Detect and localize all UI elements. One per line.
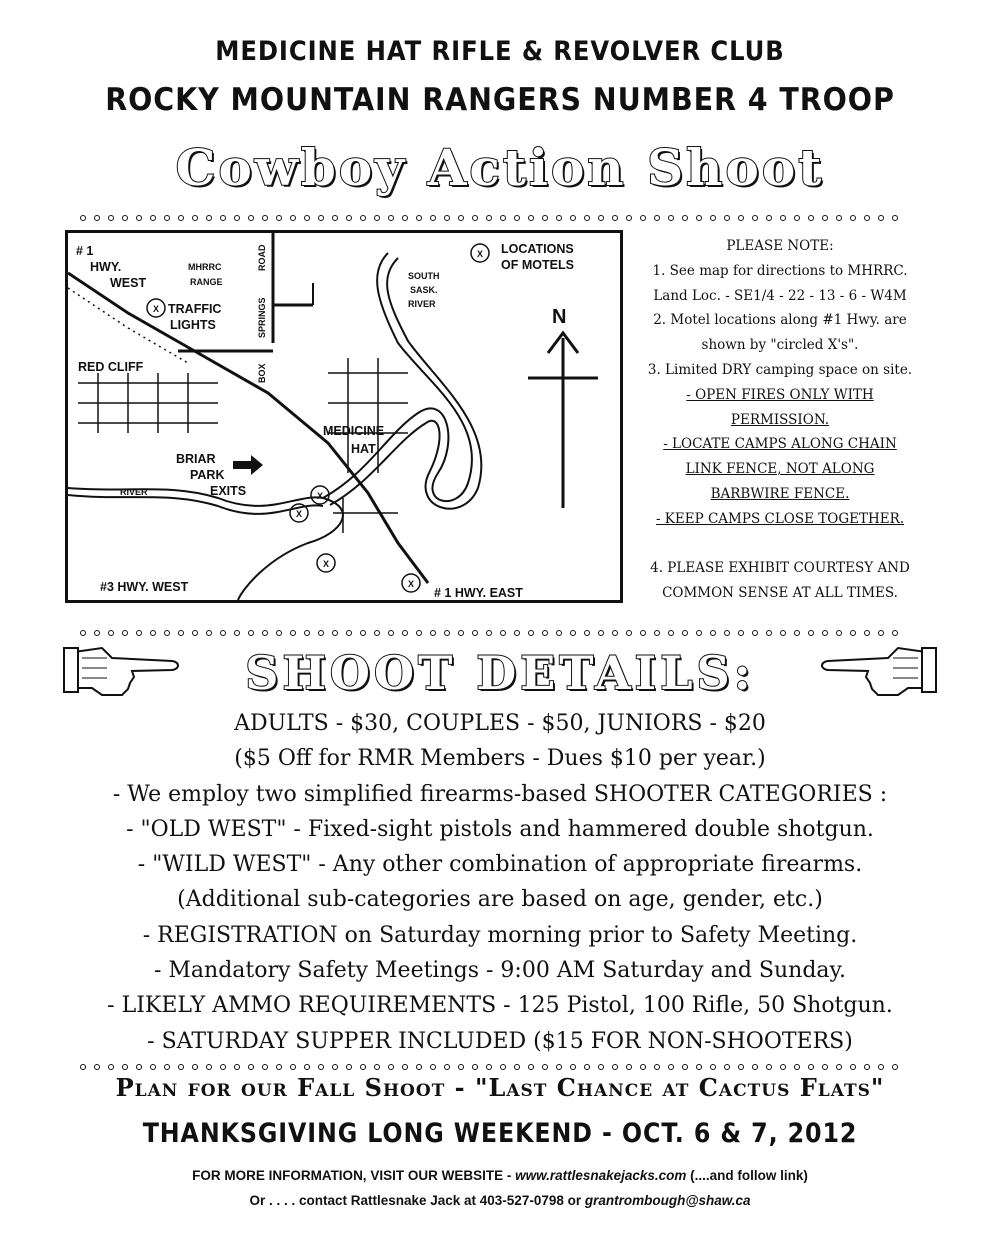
divider-dot <box>794 215 800 221</box>
divider-dot <box>332 1064 338 1070</box>
map-label-hwy3-west: #3 HWY. WEST <box>100 580 189 594</box>
detail-line: ($5 Off for RMR Members - Dues $10 per year.) <box>234 746 766 772</box>
divider-dot <box>206 630 212 636</box>
divider-dot <box>402 215 408 221</box>
detail-line: ADULTS - $30, COUPLES - $50, JUNIORS - $20 <box>234 711 766 736</box>
divider-dot <box>542 1064 548 1070</box>
please-note-panel <box>635 234 925 606</box>
note-1b: Land Loc. - SE1/4 - 22 - 13 - 6 - W4M <box>653 287 907 304</box>
divider-dot <box>80 215 86 221</box>
divider-dot <box>570 630 576 636</box>
divider-dot <box>598 1064 604 1070</box>
divider-dot <box>878 1064 884 1070</box>
svg-text:X: X <box>476 249 484 259</box>
divider-dot <box>430 215 436 221</box>
note-3b1: - LOCATE CAMPS ALONG CHAIN <box>663 436 897 453</box>
detail-line: - LIKELY AMMO REQUIREMENTS - 125 Pistol, 100 Rifle, 50 Shotgun. <box>107 993 893 1019</box>
divider-dot <box>262 630 268 636</box>
divider-dot <box>640 215 646 221</box>
note-2b: shown by "circled X's". <box>701 337 859 354</box>
website-link[interactable]: www.rattlesnakejacks.com <box>515 1168 687 1183</box>
map-label-springs: SPRINGS <box>257 297 267 338</box>
svg-text:X: X <box>407 579 415 589</box>
divider-dot <box>122 1064 128 1070</box>
divider-dot <box>626 215 632 221</box>
divider-dot <box>640 1064 646 1070</box>
divider-dot <box>654 1064 660 1070</box>
divider-dot <box>794 630 800 636</box>
divider-dot <box>388 215 394 221</box>
map-label-river-3: RIVER <box>408 299 436 309</box>
divider-dot <box>164 1064 170 1070</box>
divider-dot <box>766 1064 772 1070</box>
divider-dot <box>248 1064 254 1070</box>
divider-dot <box>668 630 674 636</box>
divider-dot <box>178 215 184 221</box>
note-3b2: LINK FENCE, NOT ALONG <box>685 461 875 478</box>
divider-dot <box>528 215 534 221</box>
divider-dot <box>528 630 534 636</box>
info-suffix: (....and follow link) <box>686 1168 808 1183</box>
divider-dot <box>570 1064 576 1070</box>
divider-dot <box>220 215 226 221</box>
note-2a: 2. Motel locations along #1 Hwy. are <box>653 312 907 329</box>
email-link[interactable]: grantrombough@shaw.ca <box>584 1193 751 1208</box>
divider-dot <box>626 1064 632 1070</box>
divider-dot <box>178 1064 184 1070</box>
divider-dot <box>332 215 338 221</box>
svg-text:X: X <box>152 304 160 314</box>
note-3a1: - OPEN FIRES ONLY WITH <box>686 386 874 403</box>
divider-dot <box>598 215 604 221</box>
divider-dot <box>738 215 744 221</box>
divider-dot <box>318 215 324 221</box>
divider-dot <box>654 630 660 636</box>
divider-dot <box>458 215 464 221</box>
divider-dot <box>500 1064 506 1070</box>
divider-dot <box>416 1064 422 1070</box>
divider-dot <box>220 630 226 636</box>
divider-dot <box>724 215 730 221</box>
svg-text:X: X <box>322 559 330 569</box>
divider-dot <box>640 630 646 636</box>
divider-dot <box>514 215 520 221</box>
troop-name: ROCKY MOUNTAIN RANGERS NUMBER 4 TROOP <box>105 82 895 118</box>
divider-dot <box>850 1064 856 1070</box>
divider-dot <box>374 630 380 636</box>
dotted-divider-3 <box>80 1055 920 1065</box>
divider-dot <box>206 215 212 221</box>
divider-dot <box>430 1064 436 1070</box>
divider-dot <box>668 215 674 221</box>
map-label-river-small: RIVER <box>120 487 148 497</box>
divider-dot <box>696 630 702 636</box>
divider-dot <box>808 215 814 221</box>
divider-dot <box>808 630 814 636</box>
map-label-medicine: MEDICINE <box>323 424 385 438</box>
divider-dot <box>822 1064 828 1070</box>
svg-text:X: X <box>295 509 303 519</box>
map-label-box: BOX <box>257 363 267 383</box>
divider-dot <box>738 1064 744 1070</box>
map-label-west: WEST <box>110 276 147 290</box>
divider-dot <box>682 630 688 636</box>
divider-dot <box>248 215 254 221</box>
divider-dot <box>136 215 142 221</box>
contact-line <box>0 1193 1000 1208</box>
divider-dot <box>444 1064 450 1070</box>
detail-line: - "OLD WEST" - Fixed-sight pistols and hammered double shotgun. <box>126 816 874 842</box>
divider-dot <box>878 215 884 221</box>
divider-dot <box>192 630 198 636</box>
divider-dot <box>220 1064 226 1070</box>
details-list <box>0 706 1000 1059</box>
map-label-hat: HAT <box>351 442 376 456</box>
note-4b: COMMON SENSE AT ALL TIMES. <box>662 585 898 602</box>
divider-dot <box>626 630 632 636</box>
divider-dot <box>346 630 352 636</box>
divider-dot <box>780 215 786 221</box>
divider-dot <box>318 630 324 636</box>
divider-dot <box>472 215 478 221</box>
divider-dot <box>346 1064 352 1070</box>
divider-dot <box>864 1064 870 1070</box>
detail-line: - We employ two simplified firearms-based SHOOTER CATEGORIES : <box>112 781 888 807</box>
divider-dot <box>290 215 296 221</box>
divider-dot <box>360 630 366 636</box>
map-label-traffic-1: TRAFFIC <box>168 302 222 316</box>
divider-dot <box>514 1064 520 1070</box>
divider-dot <box>682 215 688 221</box>
divider-dot <box>486 1064 492 1070</box>
divider-dot <box>780 630 786 636</box>
shoot-details-heading: SHOOT DETAILS: <box>245 646 755 700</box>
divider-dot <box>388 1064 394 1070</box>
divider-dot <box>122 215 128 221</box>
divider-dot <box>556 215 562 221</box>
map-label-hwy: HWY. <box>90 260 122 274</box>
divider-dot <box>668 1064 674 1070</box>
note-1a: 1. See map for directions to MHRRC. <box>652 262 908 279</box>
directions-map <box>65 230 623 603</box>
divider-dot <box>192 1064 198 1070</box>
divider-dot <box>752 630 758 636</box>
fall-shoot-line: Plan for our Fall Shoot - "Last Chance at Cactus Flats" <box>115 1073 885 1102</box>
divider-dot <box>346 215 352 221</box>
divider-dot <box>836 215 842 221</box>
divider-dot <box>752 215 758 221</box>
divider-dot <box>206 1064 212 1070</box>
detail-line: - Mandatory Safety Meetings - 9:00 AM Saturday and Sunday. <box>153 958 847 984</box>
event-title: Cowboy Action Shoot <box>175 138 825 197</box>
map-label-briar-3: EXITS <box>210 484 247 498</box>
divider-dot <box>794 1064 800 1070</box>
note-3c: - KEEP CAMPS CLOSE TOGETHER. <box>655 510 905 527</box>
divider-dot <box>696 215 702 221</box>
divider-dot <box>542 630 548 636</box>
divider-dot <box>612 630 618 636</box>
divider-dot <box>444 215 450 221</box>
divider-dot <box>108 215 114 221</box>
divider-dot <box>164 215 170 221</box>
divider-dot <box>556 630 562 636</box>
divider-dot <box>94 215 100 221</box>
divider-dot <box>388 630 394 636</box>
divider-dot <box>360 215 366 221</box>
note-4a: 4. PLEASE EXHIBIT COURTESY AND <box>650 560 910 577</box>
map-label-road: ROAD <box>257 244 267 271</box>
divider-dot <box>234 1064 240 1070</box>
divider-dot <box>192 215 198 221</box>
detail-line: - "WILD WEST" - Any other combination of appropriate firearms. <box>137 852 863 878</box>
divider-dot <box>374 215 380 221</box>
divider-dot <box>290 1064 296 1070</box>
divider-dot <box>304 630 310 636</box>
divider-dot <box>136 1064 142 1070</box>
divider-dot <box>892 1064 898 1070</box>
note-title: PLEASE NOTE: <box>726 238 834 254</box>
info-prefix: FOR MORE INFORMATION, VISIT OUR WEBSITE - <box>192 1168 516 1183</box>
divider-dot <box>766 630 772 636</box>
club-name: MEDICINE HAT RIFLE & REVOLVER CLUB <box>215 36 785 67</box>
divider-dot <box>556 1064 562 1070</box>
divider-dot <box>444 630 450 636</box>
divider-dot <box>724 1064 730 1070</box>
divider-dot <box>276 215 282 221</box>
map-label-traffic-2: LIGHTS <box>170 318 216 332</box>
divider-dot <box>696 1064 702 1070</box>
map-label-briar-1: BRIAR <box>176 452 216 466</box>
divider-dot <box>850 215 856 221</box>
divider-dot <box>584 1064 590 1070</box>
divider-dot <box>276 1064 282 1070</box>
divider-dot <box>402 1064 408 1070</box>
contact-prefix: Or . . . . contact Rattlesnake Jack at <box>249 1193 480 1208</box>
note-3a2: PERMISSION. <box>730 411 830 428</box>
divider-dot <box>500 630 506 636</box>
detail-line: - SATURDAY SUPPER INCLUDED ($15 FOR NON-SHOOTERS) <box>147 1028 853 1054</box>
divider-dot <box>332 630 338 636</box>
divider-dot <box>290 630 296 636</box>
phone-number: 403-527-0798 <box>479 1193 564 1208</box>
map-label-hwy1-east: # 1 HWY. EAST <box>434 586 523 600</box>
divider-dot <box>108 1064 114 1070</box>
detail-line: (Additional sub-categories are based on age, gender, etc.) <box>177 887 823 913</box>
map-north-label: N <box>552 306 567 328</box>
divider-dot <box>150 1064 156 1070</box>
divider-dot <box>486 630 492 636</box>
divider-dot <box>500 215 506 221</box>
contact-or: or <box>563 1193 585 1208</box>
divider-dot <box>458 1064 464 1070</box>
divider-dot <box>150 215 156 221</box>
divider-dot <box>836 1064 842 1070</box>
divider-dot <box>360 1064 366 1070</box>
divider-dot <box>654 215 660 221</box>
detail-line: - REGISTRATION on Saturday morning prior to Safety Meeting. <box>142 922 858 948</box>
map-label-range-1: MHRRC <box>188 262 222 272</box>
divider-dot <box>570 215 576 221</box>
map-legend-1: LOCATIONS <box>501 242 574 256</box>
note-3b3: BARBWIRE FENCE. <box>710 485 850 502</box>
map-label-hwy1-west: # 1 <box>76 244 94 258</box>
divider-dot <box>304 215 310 221</box>
divider-dot <box>766 215 772 221</box>
divider-dot <box>248 630 254 636</box>
divider-dot <box>780 1064 786 1070</box>
dotted-divider <box>80 206 920 216</box>
map-drawing <box>68 233 620 600</box>
divider-dot <box>416 215 422 221</box>
divider-dot <box>584 630 590 636</box>
divider-dot <box>486 215 492 221</box>
divider-dot <box>472 630 478 636</box>
divider-dot <box>94 1064 100 1070</box>
divider-dot <box>808 1064 814 1070</box>
dotted-divider-2 <box>80 621 920 631</box>
divider-dot <box>612 215 618 221</box>
divider-dot <box>542 215 548 221</box>
divider-dot <box>276 630 282 636</box>
divider-dot <box>234 630 240 636</box>
divider-dot <box>430 630 436 636</box>
divider-dot <box>584 215 590 221</box>
divider-dot <box>528 1064 534 1070</box>
divider-dot <box>374 1064 380 1070</box>
divider-dot <box>752 1064 758 1070</box>
divider-dot <box>416 630 422 636</box>
divider-dot <box>514 630 520 636</box>
divider-dot <box>612 1064 618 1070</box>
map-label-river-1: SOUTH <box>408 271 440 281</box>
divider-dot <box>710 630 716 636</box>
divider-dot <box>318 1064 324 1070</box>
divider-dot <box>472 1064 478 1070</box>
divider-dot <box>822 215 828 221</box>
divider-dot <box>262 1064 268 1070</box>
divider-dot <box>234 215 240 221</box>
note-3: 3. Limited DRY camping space on site. <box>647 361 913 378</box>
divider-dot <box>892 215 898 221</box>
divider-dot <box>864 215 870 221</box>
divider-dot <box>80 1064 86 1070</box>
divider-dot <box>710 215 716 221</box>
map-legend-2: OF MOTELS <box>501 258 574 272</box>
map-label-range-2: RANGE <box>190 277 223 287</box>
pointing-hand-left-icon <box>818 633 938 703</box>
divider-dot <box>304 1064 310 1070</box>
divider-dot <box>598 630 604 636</box>
map-label-briar-2: PARK <box>190 468 225 482</box>
event-date: THANKSGIVING LONG WEEKEND - OCT. 6 & 7, 2012 <box>142 1118 858 1149</box>
divider-dot <box>458 630 464 636</box>
divider-dot <box>682 1064 688 1070</box>
more-info-line <box>0 1168 1000 1183</box>
svg-text:X: X <box>316 491 324 501</box>
divider-dot <box>402 630 408 636</box>
divider-dot <box>724 630 730 636</box>
map-label-river-2: SASK. <box>410 285 438 295</box>
divider-dot <box>710 1064 716 1070</box>
map-label-redcliff: RED CLIFF <box>78 360 144 374</box>
divider-dot <box>262 215 268 221</box>
divider-dot <box>738 630 744 636</box>
